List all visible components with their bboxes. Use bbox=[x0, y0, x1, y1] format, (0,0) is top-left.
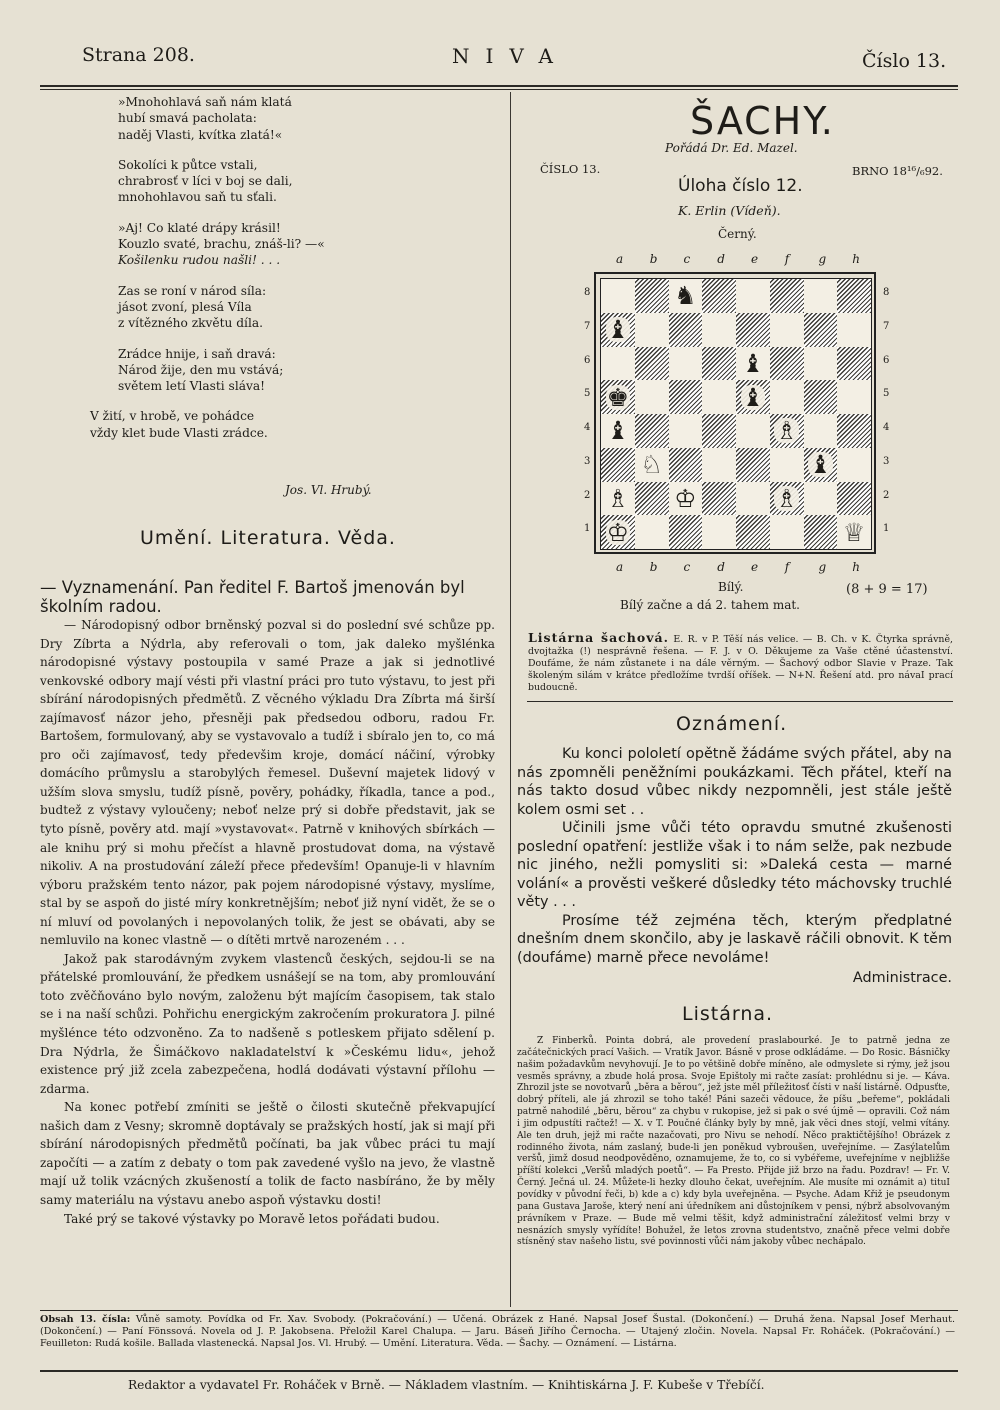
article-paragraph: Na konec potřebí zmíniti se ještě o čilosti skutečně překvapující našich dam z Vesny; skromně doptávaly se pražských hostí, jak si mají při sbírání národopisných předmětů počínati, ba jak vůbec práci tu mají započíti — a zatím z debaty o tom pak zavedené vyšlo na jevo, že vlastně mají už tolik vzácných zkušeností a tolik de facto nasbíráno, že by měly samy materiálu na výstavu anebo aspoň výstavku dosti! bbox=[40, 1100, 495, 1207]
board-square-f4 bbox=[770, 414, 804, 448]
chess-piece-f4: ♗ bbox=[775, 416, 798, 446]
file-label: f bbox=[784, 560, 790, 574]
board-square-g6 bbox=[804, 347, 838, 381]
board-square-d2 bbox=[702, 482, 736, 516]
board-square-b8 bbox=[635, 279, 669, 313]
poem-line: »Aj! Co klaté drápy krásil! bbox=[118, 220, 281, 235]
board-square-b3 bbox=[635, 448, 669, 482]
poem-stanza bbox=[118, 283, 498, 332]
rank-label: 3 bbox=[883, 455, 890, 467]
board-square-a3 bbox=[601, 448, 635, 482]
file-label: g bbox=[818, 252, 827, 266]
poem-line: světem letí Vlasti sláva! bbox=[118, 379, 266, 394]
chess-piece-f2: ♗ bbox=[775, 483, 798, 513]
chess-piece-c2: ♔ bbox=[674, 483, 697, 513]
article-paragraph: Jakož pak starodávným zvykem vlastenců českých, sejdou-li se na přátelské promlouvání, že předkem usnášejí se na tom, aby promlouvání toto zvěčňováno bylo novým, založenu být majícím časopisem, tak stalo se i na naší schůzi. Pohřichu energickým zakročením prokuratora J. pilné myšlénce této odzvoněno. Za to nadšeně s potleskem přijato sdělení p. Dra Nýdrla, že Šimáčkovo nakladatelství k »Českému lidu«, jehož existence prý již zcela zabezpečena, hodlá dodávati výstavní přílohu — zdarma. bbox=[40, 951, 495, 1096]
board-square-e5 bbox=[736, 380, 770, 414]
award-notice: — Vyznamenání. Pan ředitel F. Bartoš jmenován byl školním radou. bbox=[40, 578, 465, 616]
board-square-h3 bbox=[837, 448, 871, 482]
chess-task-title: Úloha číslo 12. bbox=[678, 176, 803, 196]
board-square-a1 bbox=[601, 515, 635, 549]
publisher-footer: Redaktor a vydavatel Fr. Roháček v Brně. — Nákladem vlastním. — Knihtiskárna J. F. Kubeše v Třebíčí. bbox=[128, 1378, 765, 1392]
chess-correspondence bbox=[528, 632, 953, 694]
magazine-title: NIVA bbox=[452, 44, 569, 68]
poem-signature: Jos. Vl. Hrubý. bbox=[285, 483, 372, 497]
board-square-c3 bbox=[669, 448, 703, 482]
announcement-paragraph: Prosíme též zejména těch, kterým předplatné dnešním dnem skončilo, aby je laskavě ráčili obnovit. K těm (doufáme) marně přece nevoláme! bbox=[517, 912, 952, 966]
board-square-d1 bbox=[702, 515, 736, 549]
issue-number: Číslo 13. bbox=[862, 50, 947, 72]
board-square-h2 bbox=[837, 482, 871, 516]
board-square-h7 bbox=[837, 313, 871, 347]
board-ranks-left bbox=[584, 276, 594, 546]
rank-label: 2 bbox=[584, 489, 591, 501]
file-label: e bbox=[751, 252, 759, 266]
chess-piece-h1: ♕ bbox=[842, 517, 866, 547]
poem-line: Zas se roní v národ síla: bbox=[118, 283, 267, 298]
chess-piece-e5: ♝ bbox=[741, 382, 765, 412]
chess-board-frame bbox=[594, 272, 876, 554]
footer-rule bbox=[40, 1370, 958, 1372]
board-square-h5 bbox=[837, 380, 871, 414]
poem-line: z vítězného zkvětu díla. bbox=[118, 316, 263, 331]
rank-label: 1 bbox=[584, 523, 591, 535]
file-label: c bbox=[683, 252, 691, 266]
file-label: c bbox=[683, 560, 691, 574]
board-square-g3 bbox=[804, 448, 838, 482]
board-square-d6 bbox=[702, 347, 736, 381]
chess-piece-a4: ♝ bbox=[606, 416, 630, 446]
poem-line: jásot zvoní, plesá Víla bbox=[118, 299, 252, 314]
poem-line: Košilenku rudou našli! . . . bbox=[118, 253, 281, 268]
chess-task-note: Bílý začne a dá 2. tahem mat. bbox=[620, 598, 800, 612]
rank-label: 6 bbox=[584, 354, 591, 366]
announcement-paragraph: Učinili jsme vůči této opravdu smutné zkušenosti poslední opatření: jestliže však i to nám selže, pak nezbude nic jiného, nežli pomysliti si: »Daleká cesta — marné volání« a prověsti veškeré důsledky této máchovsky truchlé věty . . . bbox=[517, 820, 952, 910]
board-square-h4 bbox=[837, 414, 871, 448]
header-rule-thick bbox=[40, 85, 958, 87]
chess-board bbox=[600, 278, 872, 550]
file-label: e bbox=[751, 560, 759, 574]
board-square-c6 bbox=[669, 347, 703, 381]
rank-label: 8 bbox=[883, 287, 890, 298]
poem-line: mnohohlavou saň tu sťali. bbox=[118, 190, 277, 205]
board-square-h6 bbox=[837, 347, 871, 381]
chess-piece-a2: ♗ bbox=[606, 483, 630, 513]
chess-piece-count: (8 + 9 = 17) bbox=[846, 582, 928, 597]
contents-rule bbox=[40, 1310, 958, 1311]
board-ranks-right bbox=[883, 276, 893, 546]
announcement-signature: Administrace. bbox=[852, 970, 952, 986]
board-square-e4 bbox=[736, 414, 770, 448]
poem-line: naděj Vlasti, kvítka zlatá!« bbox=[118, 127, 283, 142]
chess-piece-g3: ♝ bbox=[809, 450, 832, 480]
rank-label: 2 bbox=[883, 489, 890, 501]
board-square-b1 bbox=[635, 515, 669, 549]
board-square-c5 bbox=[669, 380, 703, 414]
poem-line: hubí smavá pacholata: bbox=[118, 111, 257, 126]
board-square-e8 bbox=[736, 279, 770, 313]
article-paragraph: Také prý se takové výstavky po Moravě letos pořádati budou. bbox=[64, 1211, 440, 1226]
board-square-c4 bbox=[669, 414, 703, 448]
board-square-b5 bbox=[635, 380, 669, 414]
board-square-a4 bbox=[601, 414, 635, 448]
board-square-c8 bbox=[669, 279, 703, 313]
board-square-f7 bbox=[770, 313, 804, 347]
rank-label: 7 bbox=[584, 320, 591, 332]
rank-label: 8 bbox=[584, 287, 591, 298]
chess-author: K. Erlin (Vídeň). bbox=[678, 203, 781, 218]
rank-label: 3 bbox=[584, 455, 591, 467]
contents-text: Vůně samoty. Povídka od Fr. Xav. Svobody. (Pokračování.) — Učená. Obrázek z Hané. Napsal Josef Šustal. (Dokončení.) — Druhá žena. Napsal Josef Merhaut. (Dokončení.) — Paní Fönssová. Novela od J. P. Jakobsena. Přeložil Karel Chalupa. — Jaru. Báseň Jiřího Černocha. — Utajený zločin. Novela. Napsal Fr. Roháček. (Pokračování.) — Feuilleton: Rudá košile. Ballada vlastenecká. Napsal Jos. Vl. Hrubý. — Umění. Literatura. Věda. — Šachy. — Oznámení. — Listárna. bbox=[40, 1314, 955, 1349]
board-square-b2 bbox=[635, 482, 669, 516]
board-square-c2 bbox=[669, 482, 703, 516]
board-square-d8 bbox=[702, 279, 736, 313]
board-square-a8 bbox=[601, 279, 635, 313]
board-square-b6 bbox=[635, 347, 669, 381]
announcement-body bbox=[517, 745, 952, 988]
file-label: h bbox=[852, 252, 860, 266]
poem-line: »Mnohohlavá saň nám klatá bbox=[118, 95, 292, 109]
column-divider bbox=[510, 92, 511, 1307]
chess-piece-e6: ♝ bbox=[741, 348, 765, 378]
chess-correspondence-title: Listárna šachová. bbox=[528, 630, 669, 645]
listarna-title: Listárna. bbox=[682, 1003, 774, 1025]
rank-label: 4 bbox=[883, 422, 890, 433]
board-square-h1 bbox=[837, 515, 871, 549]
chess-piece-a1: ♔ bbox=[606, 517, 630, 547]
board-square-e2 bbox=[736, 482, 770, 516]
board-square-a5 bbox=[601, 380, 635, 414]
board-square-d7 bbox=[702, 313, 736, 347]
chess-title: ŠACHY. bbox=[690, 99, 835, 143]
file-label: b bbox=[649, 560, 658, 574]
arts-article bbox=[40, 616, 495, 1228]
file-label: d bbox=[717, 252, 725, 266]
board-square-f5 bbox=[770, 380, 804, 414]
board-square-g8 bbox=[804, 279, 838, 313]
board-square-g5 bbox=[804, 380, 838, 414]
poem-line: Sokolíci k půtce vstali, bbox=[118, 157, 258, 172]
chess-editor: Pořádá Dr. Ed. Mazel. bbox=[665, 141, 798, 155]
chess-white-label: Bílý. bbox=[718, 580, 744, 594]
chess-issue: ČÍSLO 13. bbox=[540, 162, 601, 176]
file-label: a bbox=[616, 560, 624, 574]
board-square-g4 bbox=[804, 414, 838, 448]
rank-label: 4 bbox=[584, 422, 591, 433]
board-square-d5 bbox=[702, 380, 736, 414]
poem bbox=[90, 94, 498, 455]
board-square-e1 bbox=[736, 515, 770, 549]
board-square-f3 bbox=[770, 448, 804, 482]
poem-stanza bbox=[118, 220, 498, 269]
poem-stanza bbox=[118, 346, 498, 395]
board-square-c7 bbox=[669, 313, 703, 347]
board-square-g1 bbox=[804, 515, 838, 549]
file-label: b bbox=[649, 252, 658, 266]
file-label: d bbox=[717, 560, 725, 574]
rank-label: 6 bbox=[883, 354, 890, 366]
poem-line: chrabrosť v líci v boj se dali, bbox=[118, 174, 293, 189]
poem-line: Národ žije, den mu vstává; bbox=[118, 362, 284, 377]
file-label: f bbox=[784, 252, 790, 266]
board-square-f2 bbox=[770, 482, 804, 516]
listarna-text: Z Finberků. Pointa dobrá, ale provedení praslabourké. Je to patrně jedna ze začátečnických prací Vašich. — Vratík Javor. Básně v prose odkládáme. — Do Rosic. Básničky našim požadavkům nevyhovují. Je to po většině dobře míněno, ale odmyslete si rýmy, jež jsou vesměs správny, a zbude holá prosa. Svoje Epištoly mi račte zasíat: prohlédnu si je. — Káva. Zhrozil jste se novotvarů „běra a běrou“, jež jste měl příležitosť čísti v naší listárně. Odpusťte, dobrý příteli, ale já zhrozil se toho také! Páni sazeči vědouce, že píšu „beřeme“, pokládali patrně nahodilé „běru, běrou“ za chybu v rukopise, jež si pak o své újmě — opravili. Což nám i jim odpustíti račtež! — X. v T. Poučné články byly by mně, jak věci dnes stojí, velmi vítány. Ale ten druh, jejž mi račte nazačovati, pro Nivu se nehodí. Něco praktičtějšího! Obrázek z rodinného života, nám zaslaný, bude-li jen poněkud vybroušen, uveřejníme. — Zasýlatelům veršů, jimž dosud neodpověděno, oznamujeme, že to, co si vybéřeme, uveřejníme v nejbližše příští kolekci „Veršů mladých poetů“. — Fa Presto. Přijde již brzo na řadu. Pozdrav! — Fr. V. Černý. Ječná ul. 24. Můžete-li hezky dlouho čekat, uveřejním. Ale musíte mi oznámit a) tituI povídky v původní řeči, b) kde a c) kdy byla uveřejněna. — Psyche. Adam Křiž je pseudonym pana Gustava Jaroše, který není ani úředníkem ani důstojníkem v pensi, nýbrž absolvovaným právníkem v Praze. — Bude mě velmi těšit, když administrační záležitosť velmi brzy v nesnázích smysly vyřídíte! Bohužel, že letos zrovna studentstvo, značně přece velmi dobře stísněný stav našeho listu, své povinnosti vůči nám jakoby vůbec nechápalo. bbox=[517, 1036, 950, 1248]
announcement-paragraph: Ku konci pololetí opětně žádáme svých přátel, aby na nás zpomněli peněžními poukázkami. Těch přátel, kteří na nás takto dosud vůbec nikdy nezpomněli, jest stále ještě kolem osmi set . . bbox=[517, 746, 952, 818]
poem-stanza bbox=[118, 157, 498, 206]
poem-line: vždy klet bude Vlasti zrádce. bbox=[90, 425, 268, 440]
chess-divider bbox=[527, 701, 953, 702]
contents-label: Obsah 13. čísla: bbox=[40, 1314, 131, 1325]
board-square-f8 bbox=[770, 279, 804, 313]
board-square-e3 bbox=[736, 448, 770, 482]
board-square-h8 bbox=[837, 279, 871, 313]
poem-stanza bbox=[90, 408, 498, 441]
chess-black-label: Černý. bbox=[718, 227, 757, 241]
board-square-g7 bbox=[804, 313, 838, 347]
board-square-a7 bbox=[601, 313, 635, 347]
section-title-arts: Umění. Literatura. Věda. bbox=[140, 527, 396, 549]
board-square-f6 bbox=[770, 347, 804, 381]
rank-label: 1 bbox=[883, 523, 890, 535]
file-label: h bbox=[852, 560, 860, 574]
rank-label: 5 bbox=[883, 388, 890, 400]
header-rule-thin bbox=[40, 89, 958, 90]
board-square-e6 bbox=[736, 347, 770, 381]
issue-contents bbox=[40, 1314, 955, 1350]
listarna-body bbox=[517, 1036, 950, 1249]
poem-line: Kouzlo svaté, brachu, znáš-li? —« bbox=[118, 237, 325, 252]
chess-piece-b3: ♘ bbox=[640, 450, 663, 480]
board-square-g2 bbox=[804, 482, 838, 516]
chess-date: BRNO 18¹⁶/₆92. bbox=[852, 164, 943, 178]
chess-piece-a7: ♝ bbox=[606, 315, 630, 345]
poem-line: V žití, v hrobě, ve pohádce bbox=[90, 409, 255, 424]
board-square-a2 bbox=[601, 482, 635, 516]
board-square-a6 bbox=[601, 347, 635, 381]
rank-label: 5 bbox=[584, 388, 591, 400]
page-number: Strana 208. bbox=[82, 44, 195, 66]
poem-stanza bbox=[118, 94, 498, 143]
board-square-b7 bbox=[635, 313, 669, 347]
board-square-e7 bbox=[736, 313, 770, 347]
board-square-d3 bbox=[702, 448, 736, 482]
rank-label: 7 bbox=[883, 320, 890, 332]
board-square-f1 bbox=[770, 515, 804, 549]
chess-piece-c8: ♞ bbox=[674, 281, 697, 311]
chess-piece-a5: ♚ bbox=[606, 382, 630, 412]
poem-line: Zrádce hnije, i saň dravá: bbox=[118, 346, 276, 361]
announcement-title: Oznámení. bbox=[676, 713, 788, 735]
article-paragraph: — Národopisný odbor brněnský pozval si do poslední své schůze pp. Dry Zíbrta a Nýdrla, aby referovali o tom, jak daleko myšlénka národopisné výstavy postoupila v samé Praze a jak si jednotlivé venkovské odbory mají vésti při vlastní práci pro tuto výstavu, to jest při sbírání národopisných předmětů. Z věcného výkladu Dra Zíbrta má širší zajímavosť názor jeho, přesněji pak předsedou odboru, radou Fr. Bartošem, formulovaný, aby se vystavovalo a tudíž i sbíralo jen to, co má pro oči zajímavosť, tedy předevšim kroje, domácí náčiní, výrobky domácího průmyslu a starobylých řemesel. Duševní majetek lidový v užším slova smyslu, tudíž písně, pověry, pohádky, říkadla, tance a pod., budtež z výstavy vyloučeny; neboť nelze prý si dobře představit, jak se tyto písně, pověry atd. mají »vystavovat«. Patrně v knihových sbírkách — ale knihu prý si mohu přečíst a hlavně prostudovat doma, na výstavě nikoliv. A na prostudování záleží přece především! Opanuje-li v hlavním výboru pražském tento názor, pak pojem národopisné výstavy, myslíme, stal by se aspoň do jisté míry konkretnějším; neboť již nyní vidět, že se o ní mluví od povolaných i nepovolaných tolik, že jest se obávati, aby se nemluvilo na konec vlastně — o dítěti mrtvě narozeném . . . bbox=[40, 618, 495, 948]
board-square-b4 bbox=[635, 414, 669, 448]
chess-correspondence-text: E. R. v P. Těší nás velice. — B. Ch. v K. Čtyrka správně, dvojtažka (!) nesprávně řešena. — F. J. v O. Děkujeme za Vaše ctěné účastenství. Doufáme, že nám zůstanete i na dále věrným. — Šachový odbor Slavie v Praze. Tak školeným silám v krátce předložíme tvrdší oříšek. — N+N. Řešení atd. pro návaI prací budoucně. bbox=[528, 634, 953, 693]
board-square-c1 bbox=[669, 515, 703, 549]
file-label: a bbox=[616, 252, 624, 266]
file-label: g bbox=[818, 560, 827, 574]
board-square-d4 bbox=[702, 414, 736, 448]
